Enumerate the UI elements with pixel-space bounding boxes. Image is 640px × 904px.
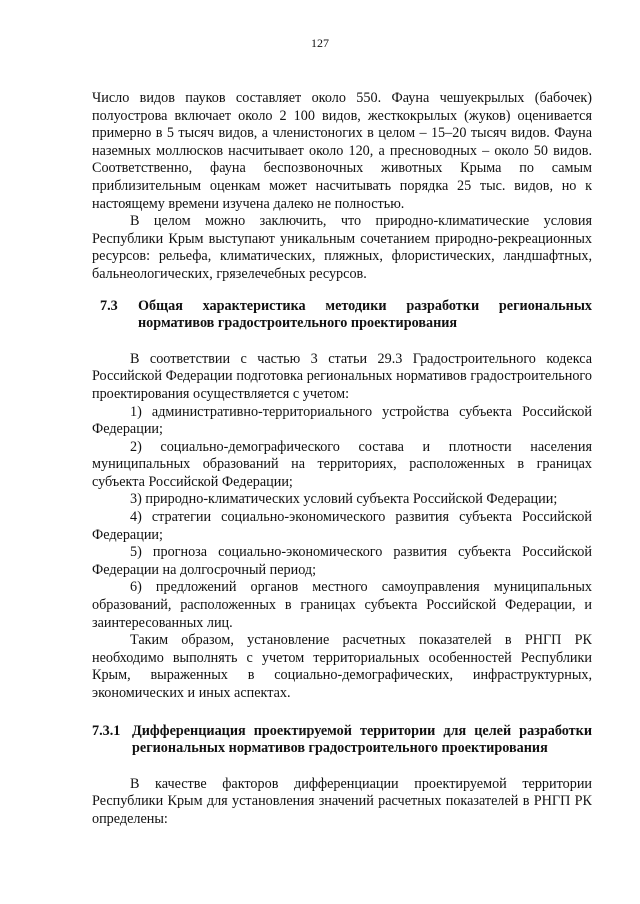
list-item: 5) прогноза социально-экономического развития субъекта Российской Федерации на долгосрочный период; <box>92 544 592 578</box>
list-item: 3) природно-климатических условий субъекта Российской Федерации; <box>130 491 558 508</box>
list-item: 1) административно-территориального устройства субъекта Российской Федерации; <box>92 403 592 438</box>
section-title: Общая характеристика методики разработки региональных нормативов градостроительного проектирования <box>138 297 592 332</box>
page-number: 127 <box>311 36 329 50</box>
section-number: 7.3 <box>100 297 118 314</box>
section-intro: В соответствии с частью 3 статьи 29.3 Градостроительного кодекса Российской Федерации подготовка региональных нормативов градостроительного проектирования осуществляется с учетом: <box>92 350 592 402</box>
list-item: 6) предложений органов местного самоуправления муниципальных образований, расположенных в границах субъекта Российской Федерации, и заинтересованных лиц. <box>92 579 592 631</box>
subsection-title: Дифференциация проектируемой территории для целей разработки региональных нормативов градостроительного проектирования <box>132 722 592 757</box>
subsection-number: 7.3.1 <box>92 722 121 739</box>
section-heading-7-3-1 <box>92 723 592 758</box>
subsection-intro: В качестве факторов дифференциации проектируемой территории Республики Крым для установления значений расчетных показателей в РНГП РК определены: <box>92 775 592 827</box>
section-conclusion: Таким образом, установление расчетных показателей в РНГП РК необходимо выполнять с учетом территориальных особенностей Республики Крым, выраженных в социально-демографических, инфраструктурных, экономических и иных аспектах. <box>92 632 592 701</box>
list-item: 4) стратегии социально-экономического развития субъекта Российской Федерации; <box>92 509 592 543</box>
document-body <box>92 90 592 829</box>
list-item: 2) социально-демографического состава и плотности населения муниципальных образований на территориях, расположенных в границах субъекта Российской Федерации; <box>92 438 592 490</box>
paragraph-conclusion-resources: В целом можно заключить, что природно-климатические условия Республики Крым выступают уникальным сочетанием природно-рекреационных ресурсов: рельефа, климатических, пляжных, флористических, ландшафтных, бальнеологических, грязелечебных ресурсов. <box>92 213 592 282</box>
paragraph-fauna: Число видов пауков составляет около 550. Фауна чешуекрылых (бабочек) полуострова включает около 2 100 видов, жесткокрылых (жуков) оценивается примерно в 5 тысяч видов, а членистоногих в целом – 15–20 тысяч видов. Фауна наземных моллюсков насчитывает около 120, а пресноводных – около 50 видов. Соответственно, фауна беспозвоночных животных Крыма по самым приблизительным оценкам может насчитывать порядка 25 тыс. видов, но к настоящему времени изучена далеко не полностью. <box>92 90 592 212</box>
section-heading-7-3 <box>92 298 592 333</box>
